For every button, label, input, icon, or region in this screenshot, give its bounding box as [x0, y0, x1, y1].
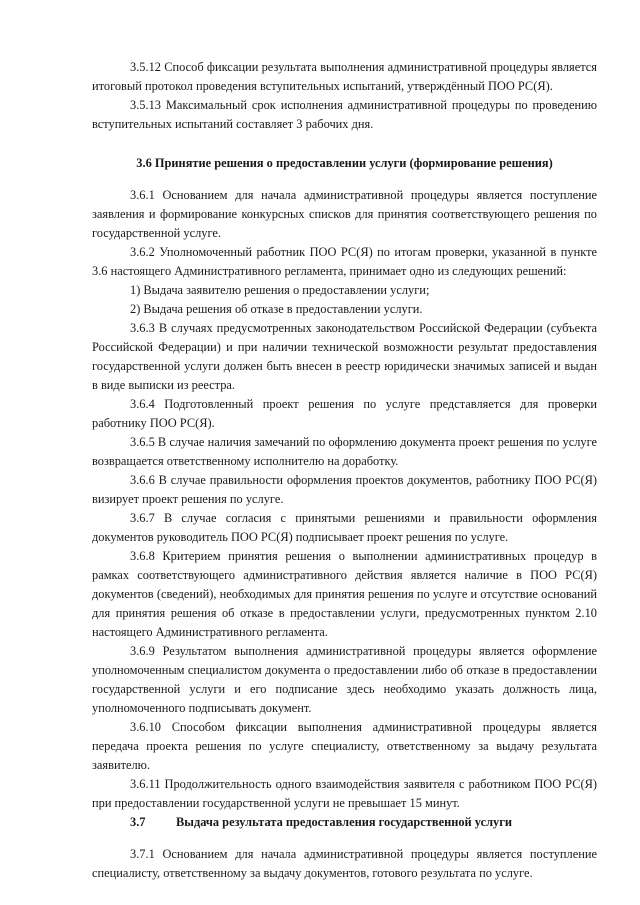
paragraph-3-6-3: 3.6.3 В случаях предусмотренных законодательством Российской Федерации (субъекта Российской Федерации) и при наличии технической возможности результат предоставления государственной услуги должен быть внесен в реестр юридически значимых записей и выдан в виде выписки из реестра. [92, 321, 597, 392]
decision-option-1: 1) Выдача заявителю решения о предоставлении услуги; [130, 283, 430, 297]
decision-option-2: 2) Выдача решения об отказе в предоставлении услуги. [130, 302, 423, 316]
paragraph-3-6-8: 3.6.8 Критерием принятия решения о выполнении административных процедур в рамках соответствующего административного действия является наличие в ПОО РС(Я) документов (сведений), необходимых для принятия решения по услуге и отсутствие оснований для принятия решения об отказе в предоставлении услуги, предусмотренных пунктом 2.10 настоящего Административного регламента. [92, 549, 597, 639]
paragraph-3-6-1: 3.6.1 Основанием для начала административной процедуры является поступление заявления и формирование конкурсных списков для принятия соответствующего решения по государственной услуге. [92, 188, 597, 240]
paragraph-3-6-4: 3.6.4 Подготовленный проект решения по услуге представляется для проверки работнику ПОО РС(Я). [92, 397, 597, 430]
paragraph-3-6-9: 3.6.9 Результатом выполнения административной процедуры является оформление уполномоченным специалистом документа о предоставлении либо об отказе в предоставлении государственной услуги и его подписание здесь необходимо указать должность лица, уполномоченного подписывать документ. [92, 644, 597, 715]
section-heading-3-6: 3.6 Принятие решения о предоставлении услуги (формирование решения) [136, 156, 553, 170]
document-body [92, 58, 597, 883]
section-number-3-7: 3.7 [130, 815, 146, 829]
paragraph-3-6-10: 3.6.10 Способом фиксации выполнения административной процедуры является передача проекта решения по услуге специалисту, ответственному за выдачу результата заявителю. [92, 720, 597, 772]
paragraph-3-6-2: 3.6.2 Уполномоченный работник ПОО РС(Я) по итогам проверки, указанной в пункте 3.6 настоящего Административного регламента, принимает одно из следующих решений: [92, 245, 597, 278]
section-title-3-7: Выдача результата предоставления государственной услуги [176, 815, 513, 829]
paragraph-3-6-5: 3.6.5 В случае наличия замечаний по оформлению документа проект решения по услуге возвращается ответственному исполнителю на доработку. [92, 435, 597, 468]
paragraph-3-5-12: 3.5.12 Способ фиксации результата выполнения административной процедуры является итоговый протокол проведения вступительных испытаний, утверждённый ПОО РС(Я). [92, 60, 597, 93]
paragraph-3-6-11: 3.6.11 Продолжительность одного взаимодействия заявителя с работником ПОО РС(Я) при предоставлении государственной услуги не превышает 15 минут. [92, 777, 597, 810]
paragraph-3-6-7: 3.6.7 В случае согласия с принятыми решениями и правильности оформления документов руководитель ПОО РС(Я) подписывает проект решения по услуге. [92, 511, 597, 544]
section-heading-3-7 [92, 813, 597, 832]
paragraph-3-6-6: 3.6.6 В случае правильности оформления проектов документов, работнику ПОО РС(Я) визирует проект решения по услуге. [92, 473, 597, 506]
paragraph-3-7-1: 3.7.1 Основанием для начала административной процедуры является поступление специалисту, ответственному за выдачу документов, готового результата по услуге. [92, 847, 597, 880]
paragraph-3-5-13: 3.5.13 Максимальный срок исполнения административной процедуры по проведению вступительных испытаний составляет 3 рабочих дня. [92, 98, 597, 131]
